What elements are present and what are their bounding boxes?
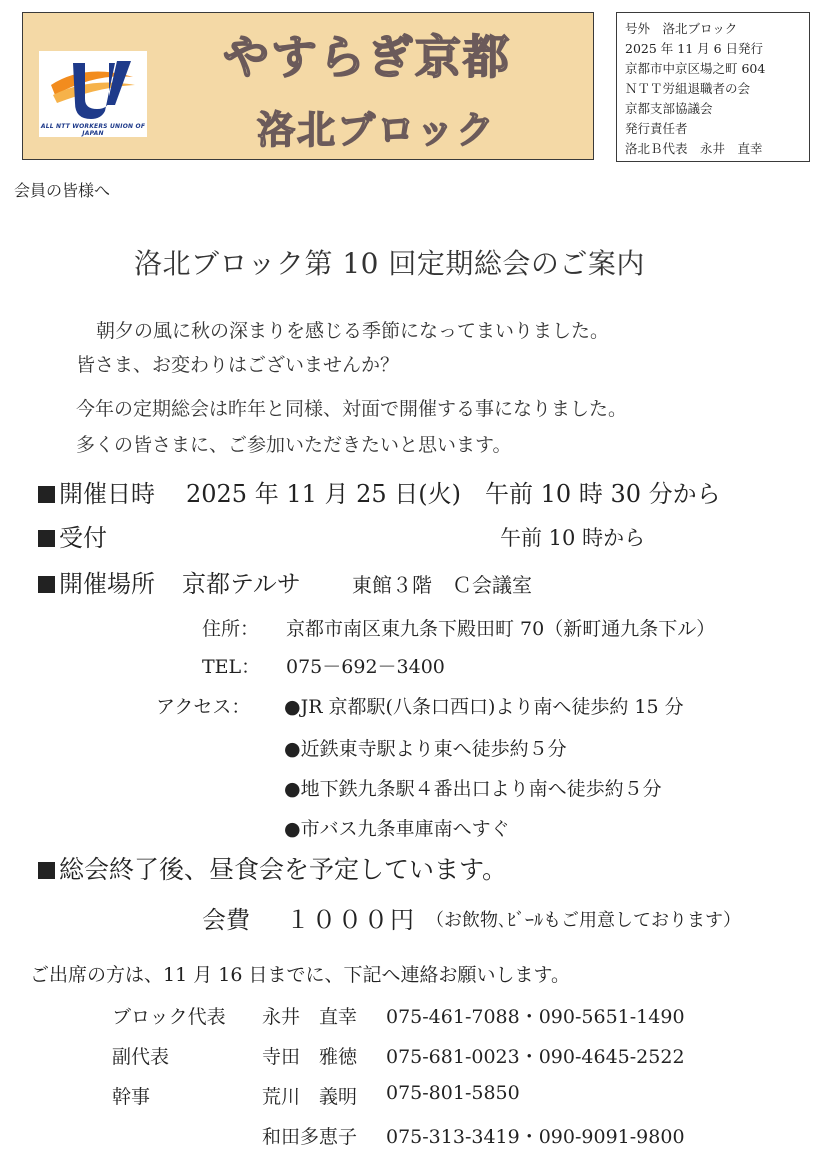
- newsletter-subtitle: 洛北ブロック: [257, 108, 497, 152]
- contact-name: 永井 直幸: [262, 1006, 358, 1028]
- intro-line: 今年の定期総会は昨年と同様、対面で開催する事になりました。: [76, 398, 628, 420]
- square-bullet-icon: [38, 530, 55, 547]
- reception-label: 受付: [59, 524, 107, 552]
- contact-role: ブロック代表: [112, 1006, 226, 1028]
- contact-phone: 075-681-0023・090-4645-2522: [386, 1046, 685, 1068]
- contact-phone: 075-801-5850: [386, 1082, 520, 1104]
- access-item: ●JR 京都駅(八条口西口)より南へ徒歩約 15 分: [284, 696, 684, 718]
- intro-line: 朝夕の風に秋の深まりを感じる季節になってまいりました。: [96, 320, 610, 342]
- publisher-line: 京都支部協議会: [625, 101, 713, 116]
- newsletter-title: やすらぎ京都: [223, 30, 511, 84]
- access-item: ●地下鉄九条駅４番出口より南へ徒歩約５分: [284, 778, 662, 800]
- date-row: [38, 474, 155, 509]
- publisher-line: 発行責任者: [625, 121, 688, 136]
- fee-label: 会費: [202, 906, 250, 934]
- contact-role: 副代表: [112, 1046, 170, 1068]
- square-bullet-icon: [38, 576, 55, 593]
- lunch-heading: 総会終了後、昼食会を予定しています。: [59, 855, 508, 884]
- venue-label: 開催場所: [59, 570, 155, 598]
- reception-value: 午前 10 時から: [500, 526, 646, 550]
- fee-note: （お飲物､ﾋﾞｰﾙもご用意しております）: [426, 910, 741, 931]
- date-label: 開催日時: [59, 480, 155, 508]
- contact-name: 荒川 義明: [262, 1086, 358, 1108]
- contact-role: 幹事: [112, 1086, 151, 1108]
- intro-line: 皆さま、お変わりはございませんか？: [76, 354, 400, 376]
- logo-caption: ALL NTT WORKERS UNION OF JAPAN: [40, 123, 146, 137]
- union-logo-icon: [45, 55, 141, 121]
- fee-value: １０００円: [286, 906, 416, 934]
- contact-name: 寺田 雅徳: [262, 1046, 358, 1068]
- square-bullet-icon: [38, 486, 55, 503]
- reception-row: [38, 518, 107, 553]
- contact-phone: 075-461-7088・090-5651-1490: [386, 1006, 685, 1028]
- publisher-line: 2025 年 11 月 6 日発行: [625, 41, 764, 56]
- access-item: ●近鉄東寺駅より東へ徒歩約５分: [284, 738, 567, 760]
- intro-line: 多くの皆さまに、ご参加いただきたいと思います。: [76, 434, 512, 456]
- masthead-banner: [22, 12, 594, 160]
- access-label: アクセス：: [156, 696, 251, 718]
- contact-phone: 075-313-3419・090-9091-9800: [386, 1126, 685, 1148]
- access-item: ●市バス九条車庫南へすぐ: [284, 818, 510, 840]
- contact-intro: ご出席の方は、11 月 16 日までに、下記へ連絡お願いします。: [30, 964, 570, 986]
- date-value: 2025 年 11 月 25 日(火) 午前 10 時 30 分から: [186, 480, 721, 508]
- greeting: 会員の皆様へ: [14, 181, 111, 200]
- lunch-row: [38, 850, 507, 886]
- venue-row: [38, 564, 155, 599]
- venue-name: 京都テルサ: [182, 570, 301, 598]
- publisher-info-box: [616, 12, 810, 162]
- document-title: 洛北ブロック第 10 回定期総会のご案内: [134, 247, 645, 280]
- contact-name: 和田多恵子: [262, 1126, 358, 1148]
- address-value: 京都市南区東九条下殿田町 70（新町通九条下ル）: [286, 618, 716, 640]
- union-logo: [39, 51, 147, 137]
- publisher-line: 号外 洛北ブロック: [625, 21, 738, 36]
- venue-room: 東館３階 Ｃ会議室: [352, 573, 532, 597]
- tel-label: TEL：: [202, 656, 261, 678]
- square-bullet-icon: [38, 862, 55, 879]
- tel-value: 075－692－3400: [286, 656, 445, 678]
- publisher-line: ＮＴＴ労組退職者の会: [625, 81, 751, 96]
- publisher-line: 洛北Ｂ代表 永井 直幸: [625, 141, 763, 156]
- address-label: 住所：: [202, 618, 260, 640]
- publisher-line: 京都市中京区場之町 604: [625, 61, 766, 76]
